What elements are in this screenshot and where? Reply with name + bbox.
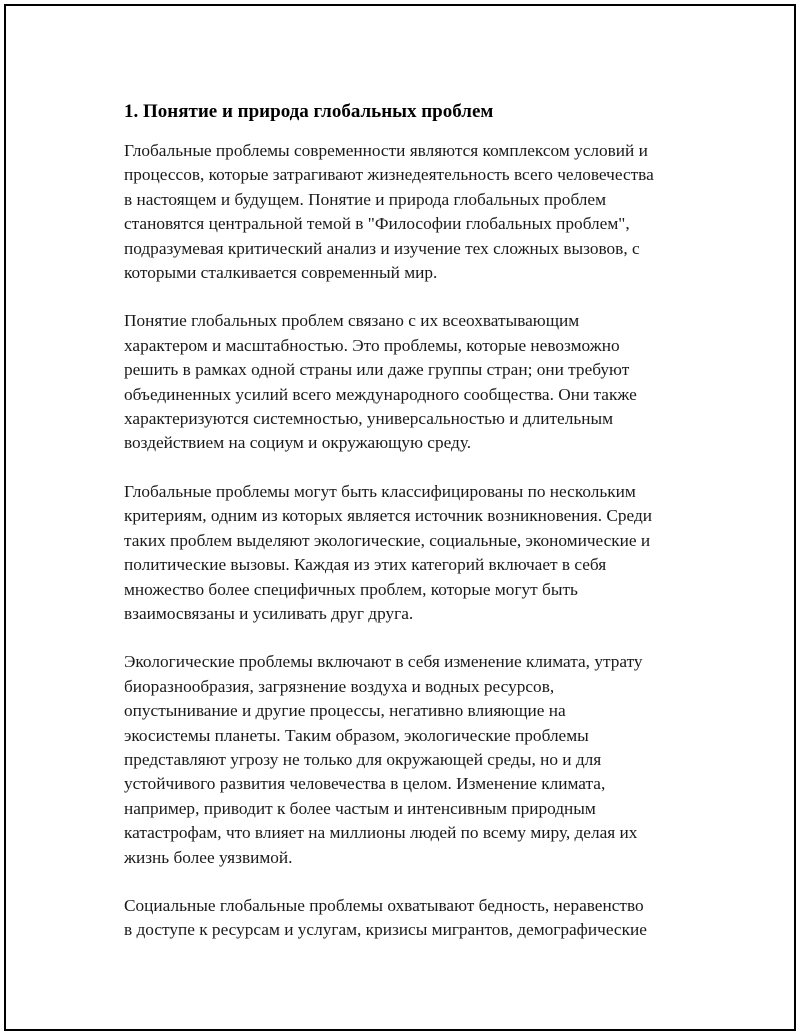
paragraph-ecological: Экологические проблемы включают в себя изменение климата, утрату биоразнообразия, загрязнение воздуха и водных ресурсов, опустынивание и другие процессы, негативно влияющие на экосистемы планеты. Таким образом, экологические проблемы представляют угрозу не только для окружающей среды, но и для устойчивого развития человечества в целом. Изменение климата, например, приводит к более частым и интенсивным природным катастрофам, что влияет на миллионы людей по всему миру, делая их жизнь более уязвимой.	[124, 652, 643, 867]
document-page	[4, 4, 796, 1031]
paragraph-concept: Понятие глобальных проблем связано с их всеохватывающим характером и масштабностью. Это проблемы, которые невозможно решить в рамках одной страны или даже группы стран; они требуют объединенных усилий всего международного сообщества. Они также характеризуются системностью, универсальностью и длительным воздействием на социум и окружающую среду.	[124, 311, 637, 453]
paragraph-classification: Глобальные проблемы могут быть классифицированы по нескольким критериям, одним из которых является источник возникновения. Среди таких проблем выделяют экологические, социальные, экономические и политические вызовы. Каждая из этих категорий включает в себя множество более специфичных проблем, которые могут быть взаимосвязаны и усиливать друг друга.	[124, 481, 653, 623]
paragraph-intro: Глобальные проблемы современности являются комплексом условий и процессов, которые затрагивают жизнедеятельность всего человечества в настоящем и будущем. Понятие и природа глобальных проблем становятся центральной темой в "Философии глобальных проблем", подразумевая критический анализ и изучение тех сложных вызовов, с которыми сталкивается современный мир.	[124, 141, 654, 283]
section-heading: 1. Понятие и природа глобальных проблем	[124, 101, 494, 122]
document-body	[124, 100, 694, 967]
paragraph-social: Социальные глобальные проблемы охватывают бедность, неравенство в доступе к ресурсам и услугам, кризисы мигрантов, демографические	[124, 895, 647, 940]
